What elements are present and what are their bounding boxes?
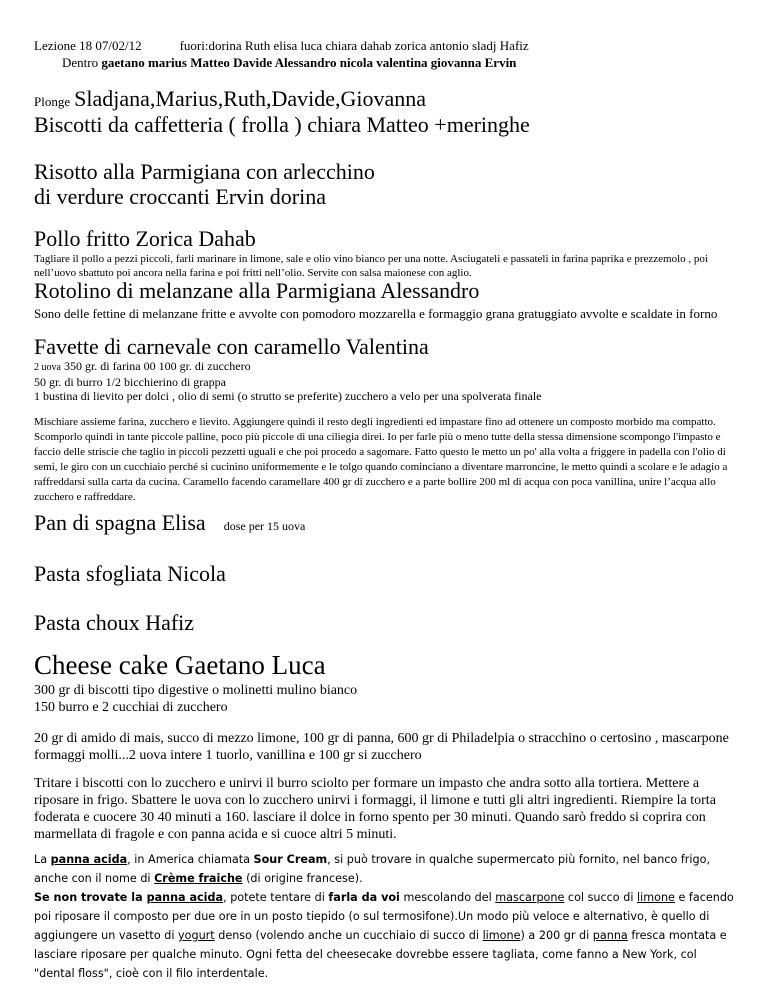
note-text: mescolando del <box>399 891 496 904</box>
header-line-2 <box>62 55 516 71</box>
rotolino-text: Sono delle fettine di melanzane fritte e avvolte con pomodoro mozzarella e formaggio grana gratuggiato avvolte e scaldate in forno <box>34 306 718 321</box>
present-list: gaetano marius Matteo Davide Alessandro nicola valentina giovanna Ervin <box>101 55 517 70</box>
choux-title: Pasta choux Hafiz <box>34 610 195 635</box>
note-link-panna[interactable]: panna <box>592 929 628 942</box>
note-text: ) a 200 gr di <box>520 929 593 942</box>
note-text: (di origine francese). <box>242 872 363 885</box>
note-link-mascarpone[interactable]: mascarpone <box>495 891 565 904</box>
favette-ing-3: 1 bustina di lievito per dolci , olio di semi (o strutto se preferite) zucchero a velo per una spolverata finale <box>34 389 542 403</box>
pan-note: dose per 15 uova <box>223 519 306 533</box>
pan-line <box>34 510 305 536</box>
note-link-creme-fraiche[interactable]: Crème fraiche <box>154 872 243 885</box>
favette-method: Mischiare assieme farina, zucchero e lievito. Aggiungere quindi il resto degli ingredienti ed impastare fino ad ottenere un composto morbido ma compatto. Scomporlo quindi in tante piccole palline, poco più piccole di una ciliegia direi. Io per farle più o meno tutte della stessa dimensione scompongo l'impasto e faccio delle striscie che taglio in piccoli pezzetti uguali e che poi procedo a sagomare. Fatto questo le metto un po' alla volta a friggere in padella con l'olio di semi, le giro con un cucchiaio perché si cucinino uniformemente e le tolgo quando cominciano a diventare marroncine, le metto quindi a scolare e le adagio a raffreddarsi sulla carta da cucina. Caramello facendo caramellare 400 gr di zucchero e a parte bollire 200 ml di acqua con poca vanillina, unire l’acqua allo zucchero e raffreddare. <box>34 416 728 503</box>
biscotti-title: Biscotti da caffetteria ( frolla ) chiara Matteo +meringhe <box>34 112 530 137</box>
cheesecake-ing-1: 300 gr di biscotti tipo digestive o molinetti mulino bianco <box>34 683 358 698</box>
note-text: col succo di <box>564 891 637 904</box>
favette-title: Favette di carnevale con caramello Valentina <box>34 334 429 359</box>
rotolino-title: Rotolino di melanzane alla Parmigiana Alessandro <box>34 278 480 303</box>
note-paragraph-2 <box>34 888 740 983</box>
cheesecake-filling: 20 gr di amido di mais, succo di mezzo limone, 100 gr di panna, 600 gr di Philadelpia o stracchino o certosino , mascarpone formaggi molli...2 uova intere 1 tuorlo, vanillina e 100 gr si zucchero <box>34 731 729 763</box>
present-label: Dentro <box>62 55 102 70</box>
note-text: Se non trovate la <box>34 891 147 904</box>
cheesecake-ing-2: 150 burro e 2 cucchiai di zucchero <box>34 700 228 715</box>
note-link-limone[interactable]: limone <box>482 929 521 942</box>
absent-list: fuori:dorina Ruth elisa luca chiara dahab zorica antonio sladj Hafiz <box>179 38 529 53</box>
plonge-line <box>34 86 426 112</box>
note-sour-cream: Sour Cream <box>253 853 328 866</box>
lesson-date: Lezione 18 07/02/12 <box>34 38 142 53</box>
risotto-title-2: di verdure croccanti Ervin dorina <box>34 184 326 209</box>
note-link-panna-acida[interactable]: panna acida <box>146 891 224 904</box>
note-text: , potete tentare di <box>223 891 329 904</box>
header-line-1 <box>34 38 529 54</box>
note-paragraph-1 <box>34 850 740 888</box>
note-farla-da-voi: farla da voi <box>328 891 400 904</box>
note-text: , si può trovare in qualche supermercato più fornito, nel banco frigo, anche con il nome di <box>34 853 711 885</box>
note-text: denso (volendo anche un cucchiaio di succo di <box>214 929 483 942</box>
cheesecake-title: Cheese cake Gaetano Luca <box>34 650 326 680</box>
sfogliata-title: Pasta sfogliata Nicola <box>34 561 226 586</box>
note-text: fresca montata e lasciare riposare per qualche minuto. Ogni fetta del cheesecake dovrebbe essere tagliata, come fanno a New York, col "dental floss", cioè con il filo interdentale. <box>34 929 727 980</box>
note-text: La <box>34 853 51 866</box>
favette-eggs: 2 uova <box>34 362 61 373</box>
note-link-yogurt[interactable]: yogurt <box>178 929 215 942</box>
plonge-names: Sladjana,Marius,Ruth,Davide,Giovanna <box>74 86 427 111</box>
risotto-title-1: Risotto alla Parmigiana con arlecchino <box>34 159 375 184</box>
favette-ing-1: 350 gr. di farina 00 100 gr. di zucchero <box>60 359 251 373</box>
cheesecake-method: Tritare i biscotti con lo zucchero e unirvi il burro sciolto per formare un impasto che andra sotto alla tortiera. Mettere a riposare in frigo. Sbattere le uova con lo zucchero unirvi i formaggi, il limone e tutti gli altri ingredienti. Riempire la torta foderata e cuocere 30 40 minuti a 160. lasciare il dolce in forno spento per 30 minuti. Quando sarò freddo si coprira con marmellata di fragole e con panna acida e si cuoce altri 5 minuti. <box>34 776 716 842</box>
cheesecake-base <box>34 682 357 716</box>
favette-ingredients <box>34 359 542 403</box>
plonge-label: Plonge <box>34 94 71 109</box>
pollo-title: Pollo fritto Zorica Dahab <box>34 226 256 251</box>
note-link-panna-acida[interactable]: panna acida <box>50 853 128 866</box>
pollo-text: Tagliare il pollo a pezzi piccoli, farli marinare in limone, sale e olio vino bianco per una notte. Asciugateli e passateli in farina paprika e prezzemolo , poi nell’uovo sbattuto poi ancora nella farina e poi fritti nell’olio. Servite con salsa maionese con aglio. <box>34 253 708 280</box>
note-link-limone[interactable]: limone <box>636 891 675 904</box>
note-text: , in America chiamata <box>127 853 254 866</box>
note-text: e facendo poi riposare il composto per due ore in un posto tiepido (o sul termosifone).Un modo più veloce e alternativo, è quello di aggiungere un vasetto di <box>34 891 734 942</box>
favette-ing-2: 50 gr. di burro 1/2 bicchierino di grappa <box>34 375 226 389</box>
pan-title: Pan di spagna Elisa <box>34 510 206 535</box>
